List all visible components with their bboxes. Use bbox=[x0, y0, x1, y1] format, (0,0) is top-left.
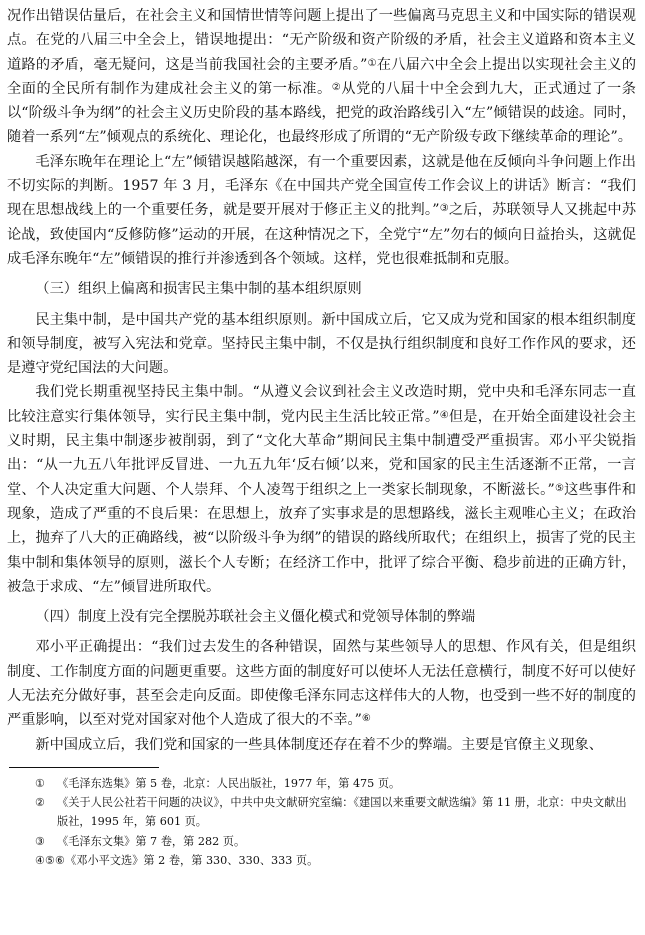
footnote bbox=[7, 793, 636, 831]
text-run: 民主集中制，是中国共产党的基本组织原则。新中国成立后，它又成为党和国家的根本组织制度和领导制度，被写入宪法和党章。坚持民主集中制，不仅是执行组织制度和良好工作作风的要求，还是遵守党纪国法的大问题。 bbox=[7, 311, 636, 377]
paragraph bbox=[7, 733, 636, 757]
text-run: 新中国成立后，我们党和国家的一些具体制度还存在着不少的弊端。主要是官僚主义现象、 bbox=[35, 736, 603, 753]
footnote-ref: ⑥ bbox=[361, 713, 371, 725]
text-run: 我们党长期重视坚持民主集中制。“从遵义会议到社会主义改造时期，党中央和毛泽东同志一直比较注意实行集体领导，实行民主集中制，党内民主生活比较正常。” bbox=[7, 384, 636, 425]
footnote-ref: ① bbox=[367, 57, 377, 69]
text-run: 但是，在开始全面建设社会主义时期，民主集中制逐步被削弱，到了“文化大革命”期间民主集中制遭受严重损害。邓小平尖锐指出：“从一九五八年批评反冒进、一九五九年‘反右倾’以来，党和国家的民主生活逐渐不正常，一言堂、个人决定重大问题、个人崇拜、个人凌驾于组织之上一类家长制现象，不断滋长。” bbox=[7, 408, 637, 498]
text-run: 邓小平正确提出：“我们过去发生的各种错误，固然与某些领导人的思想、作风有关，但是组织制度、工作制度方面的问题更重要。这些方面的制度好可以使坏人无法任意横行，制度不好可以使好人无法充分做好事，甚至会走向反面。即使像毛泽东同志这样伟大的人物，也受到一些不好的制度的严重影响，以至对党对国家对他个人造成了很大的不幸。” bbox=[7, 639, 636, 729]
section-heading: （四）制度上没有完全摆脱苏联社会主义僵化模式和党领导体制的弊端 bbox=[35, 609, 476, 626]
text-run: 在八届六中全会上提出以实现社会主义的全面的全民所有制作为建成社会主义的第一标准。 bbox=[7, 56, 637, 97]
paragraph bbox=[7, 150, 636, 271]
paragraph bbox=[7, 635, 636, 732]
footnote-text: 《毛泽东选集》第 5 卷，北京：人民出版社，1977 年，第 475 页。 bbox=[57, 776, 401, 790]
text-run: 之后，苏联领导人又挑起中苏论战，致使国内“反修防修”运动的开展，在这种情况之下，全党宁“左”勿右的倾向日益抬头，这就促成毛泽东晚年“左”倾错误的推行并渗透到各个领域。这样，党也很难抵制和克服。 bbox=[7, 202, 637, 267]
footnote-mark: ④⑤⑥ bbox=[35, 853, 66, 867]
text-run: 毛泽东晚年在理论上“左”倾错误越陷越深，有一个重要因素，这就是他在反倾向斗争问题上作出不切实际的判断。1957 年 3 月，毛泽东《在中国共产党全国宣传工作会议上的讲话》断言：“我们现在思想战线上的一个重要任务，就是要开展对于修正主义的批判。” bbox=[7, 153, 636, 219]
footnote-mark: ② bbox=[35, 796, 46, 810]
paragraph bbox=[7, 308, 636, 381]
text-run: 这些事件和现象，造成了严重的不良后果：在思想上，放弃了实事求是的思想路线，滋长主观唯心主义；在政治上，抛弃了八大的正确路线，被“以阶级斗争为纲”的错误的路线所取代；在组织上，损害了党的民主集中制和集体领导的原则，滋长个人专断；在经济工作中，批评了综合平衡、稳步前进的正确方针，被急于求成、“左”倾冒进所取代。 bbox=[7, 481, 637, 595]
footnote-mark: ① bbox=[35, 776, 46, 790]
footnote-ref: ④ bbox=[439, 409, 449, 421]
footnote bbox=[7, 851, 636, 870]
footnote-separator bbox=[9, 767, 159, 768]
footnote-text: 《关于人民公社若干问题的决议》，中共中央文献研究室编：《建国以来重要文献选编》第 11 册，北京：中央文献出版社，1995 年，第 601 页。 bbox=[57, 796, 627, 829]
footnote bbox=[7, 832, 636, 851]
footnote-text: 《邓小平文选》第 2 卷，第 330、330、333 页。 bbox=[65, 853, 319, 867]
footnote-ref: ③ bbox=[439, 203, 449, 215]
paragraph bbox=[7, 380, 636, 599]
paragraph bbox=[7, 4, 636, 150]
body-text bbox=[7, 4, 636, 757]
text-run: 况作出错误估量后，在社会主义和国情世情等问题上提出了一些偏离马克思主义和中国实际的错误观点。在党的八届三中全会上，错误地提出：“无产阶级和资产阶级的矛盾，社会主义道路和资本主义道路的矛盾，毫无疑问，这是当前我国社会的主要矛盾。” bbox=[7, 8, 636, 73]
footnote-ref: ⑤ bbox=[554, 482, 565, 494]
footnote-mark: ③ bbox=[35, 834, 46, 848]
footnote-ref: ② bbox=[331, 81, 342, 93]
section-heading: （三）组织上偏离和损害民主集中制的基本组织原则 bbox=[35, 281, 362, 298]
footnote-text: 《毛泽东文集》第 7 卷，第 282 页。 bbox=[57, 834, 246, 848]
footnote bbox=[7, 774, 636, 793]
text-run: 从党的八届十中全会到九大，正式通过了一条以“阶级斗争为纲”的社会主义历史阶段的基本路线，把党的政治路线引入“左”倾错误的歧途。同时，随着一系列“左”倾观点的系统化、理论化，也最终形成了所谓的“无产阶级专政下继续革命的理论”。 bbox=[7, 80, 636, 146]
footnotes bbox=[7, 774, 636, 870]
